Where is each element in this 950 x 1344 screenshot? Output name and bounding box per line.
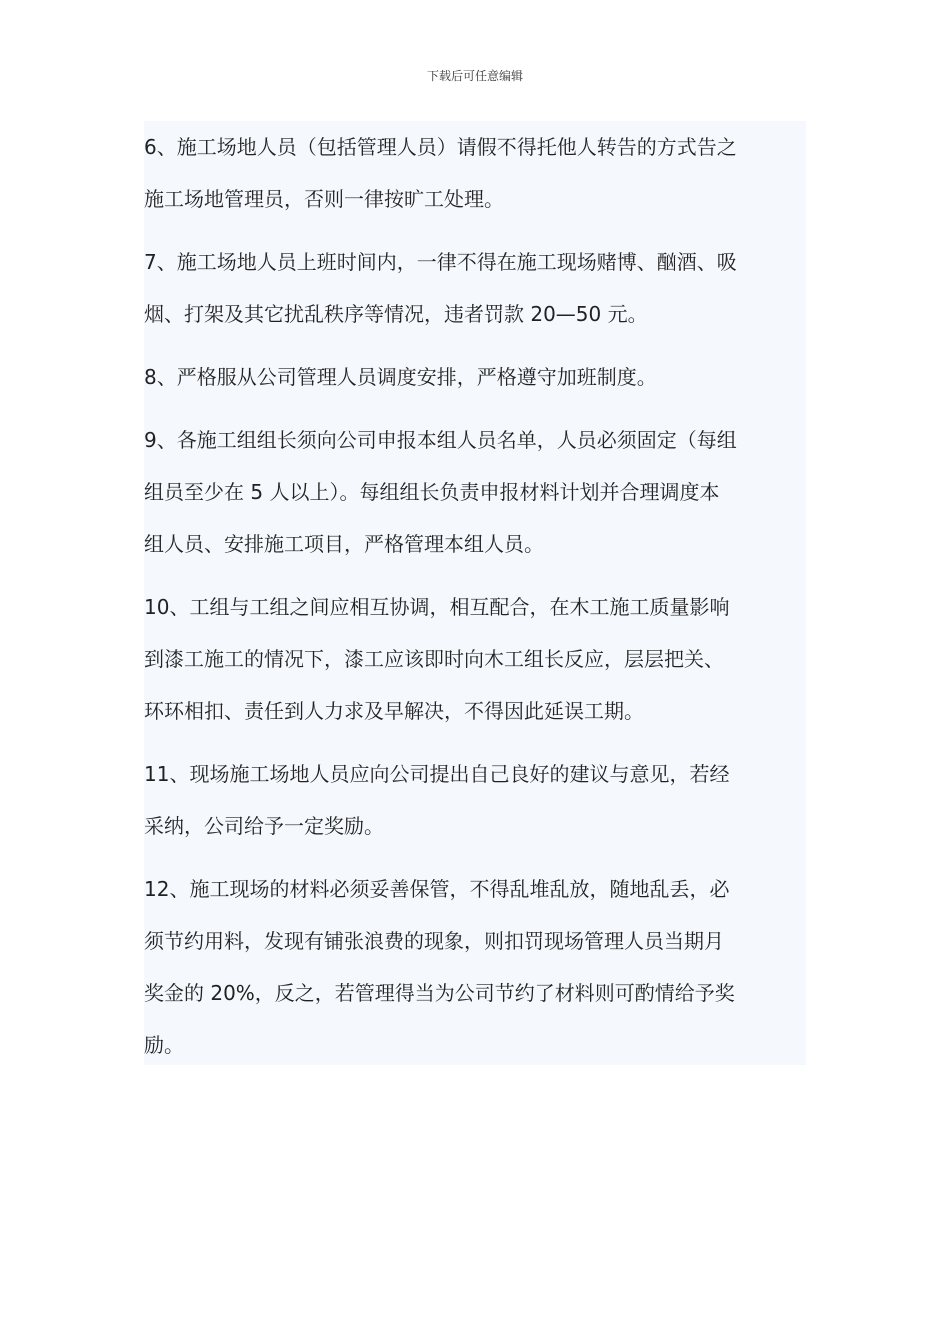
paragraph-8 xyxy=(144,351,806,403)
paragraph-9 xyxy=(144,414,806,570)
paragraph-10 xyxy=(144,581,806,737)
paragraph-line: 10、工组与工组之间应相互协调，相互配合，在木工施工质量影响 xyxy=(144,595,730,619)
paragraph-line: 8、严格服从公司管理人员调度安排，严格遵守加班制度。 xyxy=(144,365,657,389)
paragraph-12 xyxy=(144,863,806,1071)
paragraph-line: 组员至少在 5 人以上）。每组组长负责申报材料计划并合理调度本 xyxy=(144,480,720,504)
paragraph-line: 采纳，公司给予一定奖励。 xyxy=(144,814,384,838)
paragraph-line: 9、各施工组组长须向公司申报本组人员名单，人员必须固定（每组 xyxy=(144,428,737,452)
paragraph-6 xyxy=(144,121,806,225)
paragraph-line: 环环相扣、责任到人力求及早解决，不得因此延误工期。 xyxy=(144,699,644,723)
header-note: 下载后可任意编辑 xyxy=(426,69,523,83)
paragraph-line: 12、施工现场的材料必须妥善保管，不得乱堆乱放，随地乱丢，必 xyxy=(144,877,730,901)
paragraph-line: 7、施工场地人员上班时间内，一律不得在施工现场赌博、酗酒、吸 xyxy=(144,250,737,274)
paragraph-line: 须节约用料，发现有铺张浪费的现象，则扣罚现场管理人员当期月 xyxy=(144,929,724,953)
paragraph-line: 励。 xyxy=(144,1033,184,1057)
paragraph-line: 烟、打架及其它扰乱秩序等情况，违者罚款 20—50 元。 xyxy=(144,302,648,326)
paragraph-7 xyxy=(144,236,806,340)
paragraph-line: 到漆工施工的情况下，漆工应该即时向木工组长反应，层层把关、 xyxy=(144,647,724,671)
paragraph-line: 6、施工场地人员（包括管理人员）请假不得托他人转告的方式告之 xyxy=(144,135,737,159)
paragraph-line: 组人员、安排施工项目，严格管理本组人员。 xyxy=(144,532,544,556)
paragraph-line: 施工场地管理员，否则一律按旷工处理。 xyxy=(144,187,504,211)
paragraph-11 xyxy=(144,748,806,852)
document-body xyxy=(144,121,806,1065)
paragraph-line: 奖金的 20%，反之，若管理得当为公司节约了材料则可酌情给予奖 xyxy=(144,981,735,1005)
paragraph-line: 11、现场施工场地人员应向公司提出自己良好的建议与意见，若经 xyxy=(144,762,730,786)
